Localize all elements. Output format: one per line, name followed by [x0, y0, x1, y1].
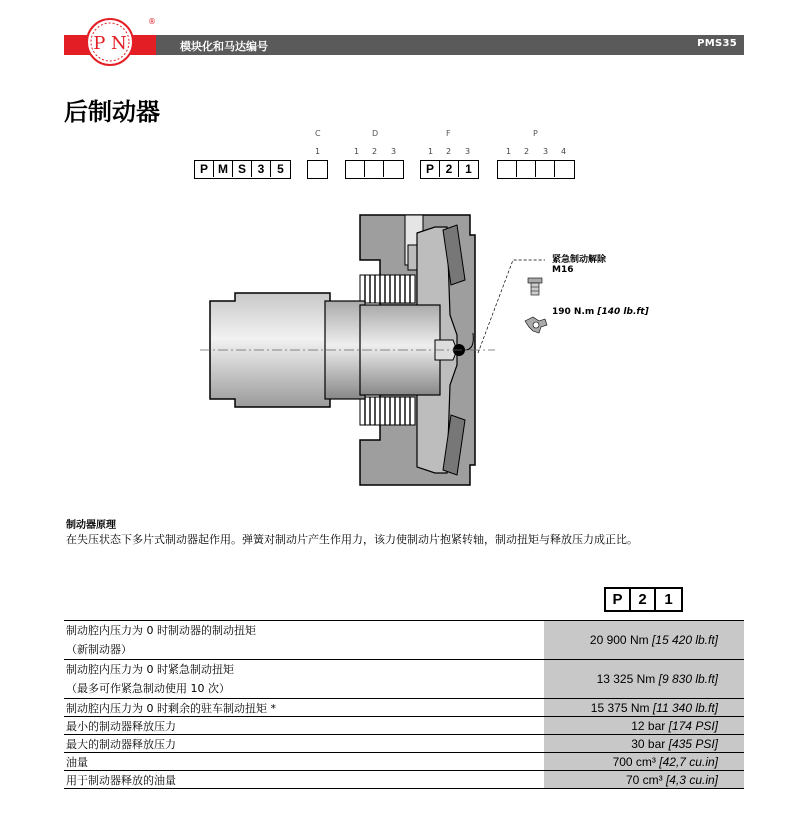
- spec-value: 70 cm³ [4,3 cu.in]: [544, 771, 744, 789]
- code-cell: 5: [277, 162, 284, 176]
- bolt-icon: [528, 278, 542, 295]
- table-row: [64, 717, 744, 735]
- code-cell: [308, 161, 327, 177]
- pn-logo: [64, 14, 156, 66]
- table-row: [64, 699, 744, 717]
- spec-label: 最大的制动器释放压力: [64, 735, 544, 753]
- code-cell: 1: [465, 162, 472, 176]
- code-cell: P: [195, 161, 214, 177]
- code-cell: [498, 161, 517, 177]
- spec-value: 15 375 Nm [11 340 lb.ft]: [544, 699, 744, 717]
- svg-text:P N: P N: [93, 33, 127, 54]
- group-num: 1: [354, 147, 360, 156]
- group-num: 3: [543, 147, 549, 156]
- code-cell: P: [606, 589, 631, 610]
- code-cell: [365, 161, 384, 177]
- table-row: [64, 735, 744, 753]
- release-label: 紧急制动解除: [552, 255, 607, 265]
- spec-value: 30 bar [435 PSI]: [544, 735, 744, 753]
- code-cell: [536, 161, 555, 177]
- spec-value: 13 325 Nm [9 830 lb.ft]: [544, 660, 744, 699]
- header-code: PMS35: [697, 38, 737, 49]
- spec-value: 20 900 Nm [15 420 lb.ft]: [544, 621, 744, 660]
- spec-value: 700 cm³ [42,7 cu.in]: [544, 753, 744, 771]
- spec-table: [64, 620, 744, 789]
- wrench-icon: [525, 317, 547, 333]
- model-code-boxes: [194, 160, 291, 179]
- group-letter-c: C: [315, 129, 321, 138]
- group-num: 3: [391, 147, 397, 156]
- torque-value: 190 N.m: [552, 307, 595, 317]
- torque-label: [552, 307, 649, 317]
- group-num: 1: [315, 147, 321, 156]
- table-row: [64, 753, 744, 771]
- code-cell: 2: [631, 589, 656, 610]
- table-row: [64, 771, 744, 789]
- f-code-boxes: [420, 160, 479, 179]
- code-cell: [517, 161, 536, 177]
- code-cell: S: [233, 161, 252, 177]
- group-letter-f: F: [446, 129, 451, 138]
- code-cell: M: [214, 161, 233, 177]
- group-letter-d: D: [372, 129, 379, 138]
- group-letter-p: P: [533, 129, 538, 138]
- header-title: 模块化和马达编号: [180, 40, 268, 53]
- spec-label: 制动腔内压力为 0 时剩余的驻车制动扭矩 *: [64, 699, 544, 717]
- thread-label: M16: [552, 265, 574, 275]
- spec-label: 油量: [64, 753, 544, 771]
- code-cell: 3: [252, 161, 271, 177]
- group-num: 3: [465, 147, 471, 156]
- code-cell: [384, 161, 403, 177]
- code-cell: 1: [664, 591, 673, 608]
- principle-text: 在失压状态下多片式制动器起作用。弹簧对制动片产生作用力，该力使制动片抱紧转轴，制动扭矩与释放压力成正比。: [66, 533, 638, 546]
- table-row: [64, 660, 744, 699]
- option-code-boxes: [604, 587, 683, 612]
- brake-cross-section-drawing: [195, 205, 655, 495]
- group-num: 2: [372, 147, 378, 156]
- group-num: 2: [446, 147, 452, 156]
- code-cell: [555, 161, 574, 177]
- group-num: 1: [506, 147, 512, 156]
- torque-imperial: [140 lb.ft]: [597, 307, 649, 317]
- page-title: 后制动器: [64, 98, 160, 126]
- spec-label: 用于制动器释放的油量: [64, 771, 544, 789]
- code-cell: P: [421, 161, 440, 177]
- spec-label: 最小的制动器释放压力: [64, 717, 544, 735]
- spec-value: 12 bar [174 PSI]: [544, 717, 744, 735]
- d-code-boxes: [345, 160, 404, 179]
- spec-label: 制动腔内压力为 0 时紧急制动扭矩 （最多可作紧急制动使用 10 次）: [64, 660, 544, 699]
- spec-label: 制动腔内压力为 0 时制动器的制动扭矩 （新制动器）: [64, 621, 544, 660]
- code-cell: 2: [440, 161, 459, 177]
- p-code-boxes: [497, 160, 575, 179]
- principle-title: 制动器原理: [66, 520, 116, 531]
- c-code-boxes: [307, 160, 328, 179]
- group-num: 2: [524, 147, 530, 156]
- group-num: 1: [428, 147, 434, 156]
- code-cell: [346, 161, 365, 177]
- table-row: [64, 621, 744, 660]
- svg-text:®: ®: [148, 17, 156, 26]
- group-num: 4: [561, 147, 567, 156]
